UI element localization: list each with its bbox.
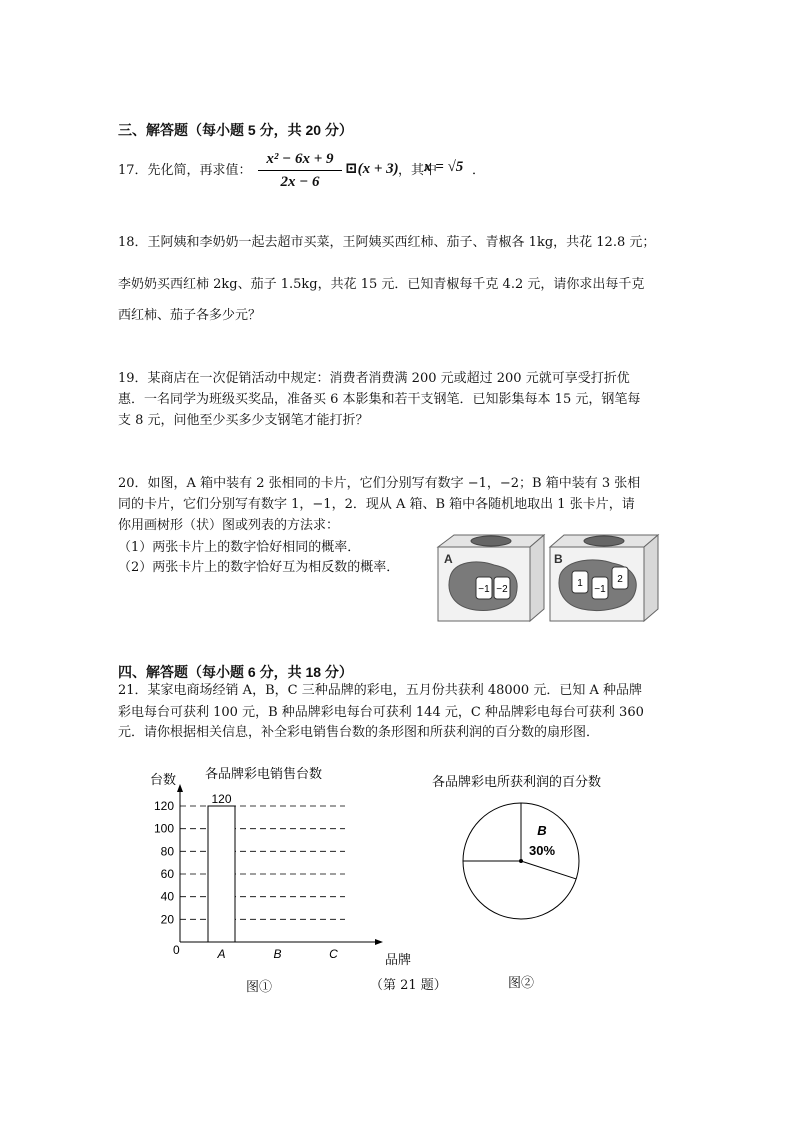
q20-line1: 20．如图，A 箱中装有 2 张相同的卡片，它们分别写有数字 −1，−2；B 箱中装有 3 张相	[118, 476, 641, 491]
q18-line3: 西红柿、茄子各多少元？	[118, 308, 262, 323]
q17-end: ．	[472, 163, 486, 178]
y-tick-label: 40	[160, 889, 174, 904]
q21-line3: 元．请你根据相关信息，补全彩电销售台数的条形图和所获利润的百分数的扇形图．	[118, 725, 600, 740]
q20-item-2: （2）两张卡片上的数字恰好互为相反数的概率．	[118, 560, 400, 575]
category-label-C: C	[329, 947, 338, 961]
q17-multiplier: ⊡(x + 3)	[345, 161, 399, 177]
q21-line1: 21．某家电商场经销 A，B，C 三种品牌的彩电，五月份共获利 48000 元．已知 A 种品牌	[118, 683, 642, 698]
q17-numerator: x² − 6x + 9	[266, 151, 334, 167]
box-b-label: B	[554, 552, 563, 566]
category-label-B: B	[273, 947, 282, 961]
bar-A	[208, 806, 235, 942]
q18-line2: 李奶奶买西红柿 2kg、茄子 1.5kg，共花 15 元．已知青椒每千克 4.2 元，请你求出每千克	[118, 277, 645, 292]
q20-line2: 同的卡片，它们分别写有数字 1，−1，2．现从 A 箱、B 箱中各随机地取出 1 张卡片，请	[118, 497, 635, 512]
bar-chart-xlabel: 品牌	[385, 952, 412, 967]
bar-chart-title: 各品牌彩电销售台数	[205, 766, 323, 781]
q20-item-1: （1）两张卡片上的数字恰好相同的概率．	[118, 540, 361, 555]
bar-data-label: 120	[211, 792, 232, 806]
bar-chart-ylabel: 台数	[150, 772, 177, 787]
q18-line1: 18．王阿姨和李奶奶一起去超市买菜，王阿姨买西红柿、茄子、青椒各 1kg，共花 12.8 元；	[118, 235, 656, 250]
box-a-card-1: −1	[478, 584, 490, 595]
problem-21-caption: （第 21 题）	[370, 978, 447, 993]
box-b	[550, 535, 658, 621]
q17-denominator: 2x − 6	[280, 174, 320, 190]
q19-line3: 支 8 元，问他至少买多少支钢笔才能打折？	[118, 413, 369, 428]
box-a	[438, 535, 544, 621]
card-boxes-figure	[436, 533, 661, 625]
box-b-card-3: 2	[617, 574, 623, 585]
y-tick-label: 100	[153, 821, 174, 836]
q17-suffix: ，其中	[398, 163, 438, 178]
q17-fraction	[258, 149, 342, 192]
category-label-A: A	[217, 947, 226, 961]
q17-prefix: 17．先化简，再求值：	[118, 163, 252, 178]
box-a-label: A	[444, 552, 453, 566]
q17-condition: x = √5	[424, 159, 464, 175]
pie-chart	[420, 768, 630, 928]
section-3-title: 三、解答题（每小题 5 分，共 20 分）	[118, 122, 353, 138]
box-a-card-2: −2	[496, 584, 508, 595]
box-b-card-1: 1	[577, 578, 583, 589]
y-tick-label: 120	[153, 799, 174, 813]
bar-chart-origin: 0	[173, 943, 180, 957]
section-4-title: 四、解答题（每小题 6 分，共 18 分）	[118, 664, 353, 680]
q19-line1: 19．某商店在一次促销活动中规定：消费者消费满 200 元或超过 200 元就可享受打折优	[118, 371, 630, 386]
y-tick-label: 20	[160, 912, 174, 927]
bar-chart	[140, 760, 412, 970]
figure-1-caption: 图①	[246, 980, 273, 995]
fraction-bar	[258, 170, 342, 171]
slice-b-percent: 30%	[528, 843, 556, 858]
pie-chart-title: 各品牌彩电所获利润的百分数	[432, 774, 602, 789]
q19-line2: 惠．一名同学为班级买奖品，准备买 6 本影集和若干支钢笔．已知影集每本 15 元，钢笔每	[118, 392, 641, 407]
y-tick-label: 80	[160, 844, 174, 859]
y-tick-label: 60	[160, 867, 174, 881]
pie-center	[519, 859, 523, 863]
box-b-card-2: −1	[594, 584, 606, 595]
q21-line2: 彩电每台可获利 100 元，B 种品牌彩电每台可获利 144 元，C 种品牌彩电每台可获利 360	[118, 705, 644, 720]
figure-2-caption: 图②	[508, 976, 535, 991]
slice-b-label: B	[537, 823, 547, 838]
q20-line3: 你用画树形（状）图或列表的方法求：	[118, 518, 340, 533]
